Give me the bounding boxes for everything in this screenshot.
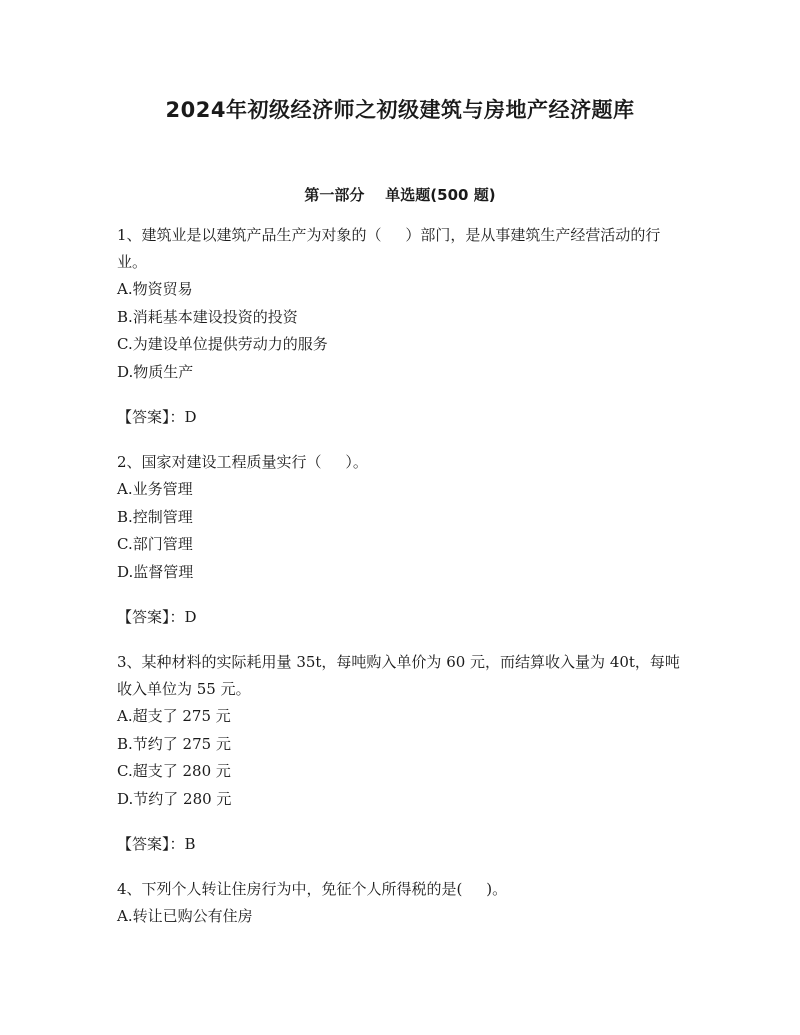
answer-option: C.部门管理 bbox=[117, 535, 193, 553]
answer-option: D.节约了 280 元 bbox=[117, 789, 232, 808]
answer-line bbox=[117, 604, 687, 631]
question-item bbox=[117, 449, 687, 631]
section-title: 第一部分 单选题(500 题) bbox=[304, 186, 496, 204]
answer-label: 【答案】： bbox=[117, 408, 185, 426]
question-item bbox=[117, 222, 687, 431]
answer-line bbox=[117, 831, 687, 858]
answer-value: B bbox=[184, 835, 196, 853]
answer-option: D.监督管理 bbox=[117, 562, 194, 581]
question-stem: 2、国家对建设工程质量实行（ ）。 bbox=[117, 453, 368, 471]
question-item bbox=[117, 876, 687, 931]
answer-option: B.消耗基本建设投资的投资 bbox=[117, 307, 298, 326]
question-list bbox=[117, 222, 687, 931]
answer-label: 【答案】： bbox=[117, 835, 185, 853]
answer-option: A.物资贸易 bbox=[117, 280, 193, 298]
answer-option: A.转让已购公有住房 bbox=[117, 907, 253, 925]
document-title: 2024年初级经济师之初级建筑与房地产经济题库 bbox=[165, 98, 635, 122]
answer-option: A.超支了 275 元 bbox=[117, 707, 231, 725]
question-item bbox=[117, 649, 687, 858]
question-stem: 4、下列个人转让住房行为中，免征个人所得税的是( )。 bbox=[117, 880, 508, 898]
answer-option: C.超支了 280 元 bbox=[117, 762, 231, 780]
answer-value: D bbox=[184, 408, 197, 426]
answer-line bbox=[117, 404, 687, 431]
answer-value: D bbox=[184, 608, 197, 626]
answer-label: 【答案】： bbox=[117, 608, 185, 626]
answer-option: C.为建设单位提供劳动力的服务 bbox=[117, 335, 328, 353]
answer-option: D.物质生产 bbox=[117, 362, 194, 381]
question-stem: 1、建筑业是以建筑产品生产为对象的（ ）部门，是从事建筑生产经营活动的行业。 bbox=[117, 226, 661, 271]
answer-option: B.节约了 275 元 bbox=[117, 734, 231, 753]
answer-option: A.业务管理 bbox=[117, 480, 193, 498]
question-stem: 3、某种材料的实际耗用量 35t，每吨购入单价为 60 元，而结算收入量为 40t，每吨收入单位为 55 元。 bbox=[117, 653, 680, 698]
answer-option: B.控制管理 bbox=[117, 507, 193, 526]
